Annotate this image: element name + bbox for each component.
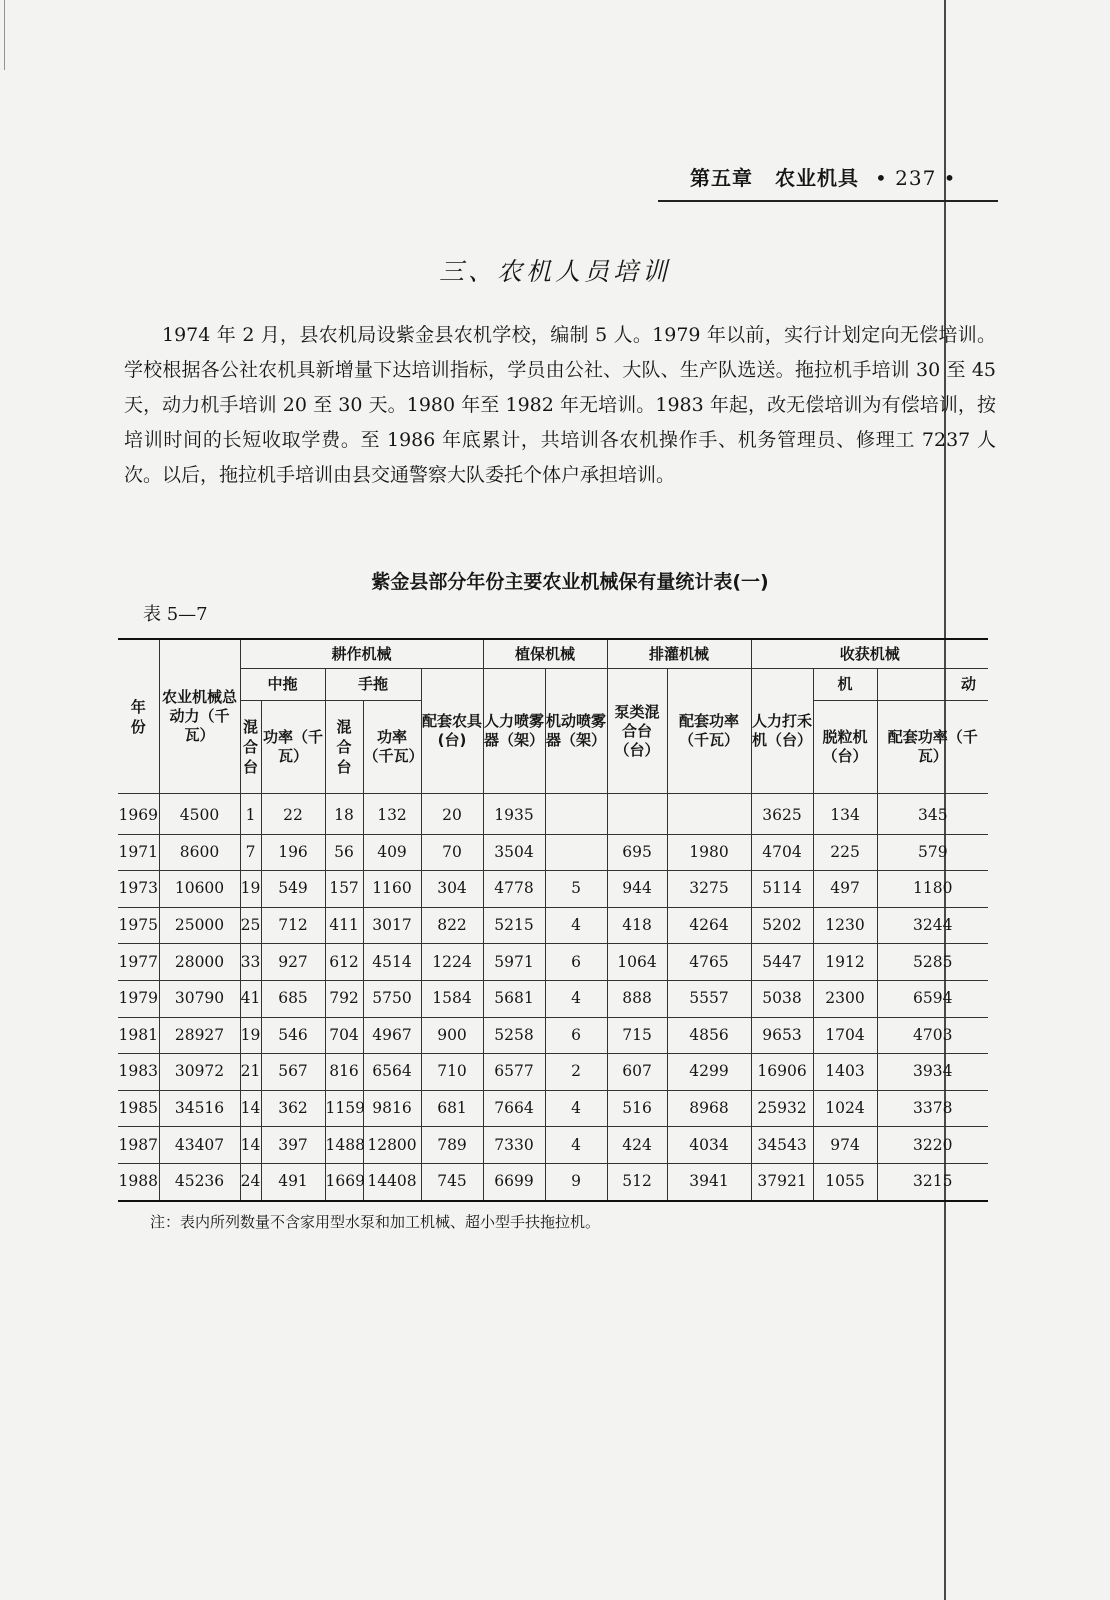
table-row bbox=[118, 1017, 988, 1054]
header-rule bbox=[658, 200, 998, 202]
header-manual-thresher: 人力打禾机（台） bbox=[751, 669, 813, 794]
scan-edge-artifact bbox=[4, 0, 5, 70]
table-row bbox=[118, 1127, 988, 1164]
cell: 9653 bbox=[751, 1017, 813, 1054]
cell bbox=[545, 794, 607, 835]
body-paragraph: 1974 年 2 月，县农机局设紫金县农机学校，编制 5 人。1979 年以前，实行计划定向无偿培训。学校根据各公社农机具新增量下达培训指标，学员由公社、大队、生产队选送。拖拉机手培训 30 至 45 天，动力机手培训 20 至 30 天。1980 年至 1982 年无培训。1983 年起，改无偿培训为有偿培训，按培训时间的长短收取学费。至 1986 年底累计，共培训各农机操作手、机务管理员、修理工 7237 人次。以后，拖拉机手培训由县交通警察大队委托个体户承担培训。 bbox=[124, 324, 996, 486]
table-row bbox=[118, 980, 988, 1017]
cell-year: 1969 bbox=[118, 794, 159, 835]
header-motor-b: 动 bbox=[877, 669, 988, 701]
cell: 497 bbox=[813, 871, 877, 908]
table-row bbox=[118, 1163, 988, 1200]
cell: 1403 bbox=[813, 1054, 877, 1091]
table-number: 表 5—7 bbox=[143, 604, 208, 625]
cell: 704 bbox=[325, 1017, 363, 1054]
cell: 30972 bbox=[159, 1054, 240, 1091]
cell: 4765 bbox=[667, 944, 751, 981]
cell: 3244 bbox=[877, 907, 988, 944]
cell: 695 bbox=[607, 834, 667, 871]
cell: 567 bbox=[261, 1054, 325, 1091]
cell: 5 bbox=[545, 871, 607, 908]
cell: 345 bbox=[877, 794, 988, 835]
cell: 7 bbox=[240, 834, 261, 871]
header-total-power: 农业机械总动力（千瓦） bbox=[159, 639, 240, 794]
header-matched-power-2: 配套功率（千瓦） bbox=[877, 701, 988, 794]
header-plant-protection: 植保机械 bbox=[483, 639, 607, 669]
cell: 4514 bbox=[363, 944, 421, 981]
cell: 579 bbox=[877, 834, 988, 871]
cell-year: 1971 bbox=[118, 834, 159, 871]
cell: 5258 bbox=[483, 1017, 545, 1054]
cell: 304 bbox=[421, 871, 483, 908]
cell: 6577 bbox=[483, 1054, 545, 1091]
header-harvest: 收获机械 bbox=[751, 639, 988, 669]
cell: 7330 bbox=[483, 1127, 545, 1164]
header-mt-mixed-units: 混合台 bbox=[240, 701, 261, 794]
cell: 424 bbox=[607, 1127, 667, 1164]
cell: 1704 bbox=[813, 1017, 877, 1054]
table-row bbox=[118, 944, 988, 981]
cell: 1669 bbox=[325, 1163, 363, 1200]
cell: 712 bbox=[261, 907, 325, 944]
cell: 34543 bbox=[751, 1127, 813, 1164]
cell: 5114 bbox=[751, 871, 813, 908]
cell: 4034 bbox=[667, 1127, 751, 1164]
cell: 900 bbox=[421, 1017, 483, 1054]
header-ht-power: 功率（千瓦） bbox=[363, 701, 421, 794]
cell: 19 bbox=[240, 871, 261, 908]
cell: 1488 bbox=[325, 1127, 363, 1164]
table-row bbox=[118, 794, 988, 835]
cell: 4500 bbox=[159, 794, 240, 835]
cell: 944 bbox=[607, 871, 667, 908]
cell bbox=[607, 794, 667, 835]
cell: 196 bbox=[261, 834, 325, 871]
cell: 4703 bbox=[877, 1017, 988, 1054]
table-row bbox=[118, 1054, 988, 1091]
statistics-table bbox=[118, 638, 988, 1202]
cell: 974 bbox=[813, 1127, 877, 1164]
cell: 5215 bbox=[483, 907, 545, 944]
cell: 41 bbox=[240, 980, 261, 1017]
header-mt-power: 功率（千瓦） bbox=[261, 701, 325, 794]
cell: 3215 bbox=[877, 1163, 988, 1200]
table-note: 注：表内所列数量不含家用型水泵和加工机械、超小型手扶拖拉机。 bbox=[150, 1213, 601, 1231]
cell: 6 bbox=[545, 1017, 607, 1054]
cell: 3220 bbox=[877, 1127, 988, 1164]
cell: 822 bbox=[421, 907, 483, 944]
page-number: • 237 • bbox=[875, 166, 957, 190]
cell: 5038 bbox=[751, 980, 813, 1017]
table-row bbox=[118, 1090, 988, 1127]
cell: 397 bbox=[261, 1127, 325, 1164]
cell: 549 bbox=[261, 871, 325, 908]
cell: 14 bbox=[240, 1090, 261, 1127]
cell: 21 bbox=[240, 1054, 261, 1091]
cell: 789 bbox=[421, 1127, 483, 1164]
header-manual-sprayer: 人力喷雾器（架） bbox=[483, 669, 545, 794]
cell: 7664 bbox=[483, 1090, 545, 1127]
header-ht-mixed-units: 混合台 bbox=[325, 701, 363, 794]
header-year: 年份 bbox=[118, 639, 159, 794]
cell-year: 1973 bbox=[118, 871, 159, 908]
cell: 24 bbox=[240, 1163, 261, 1200]
cell: 70 bbox=[421, 834, 483, 871]
cell: 3017 bbox=[363, 907, 421, 944]
header-drainage: 排灌机械 bbox=[607, 639, 751, 669]
cell: 4704 bbox=[751, 834, 813, 871]
cell: 4967 bbox=[363, 1017, 421, 1054]
cell: 25 bbox=[240, 907, 261, 944]
header-thresher: 脱粒机（台） bbox=[813, 701, 877, 794]
cell-year: 1975 bbox=[118, 907, 159, 944]
cell: 43407 bbox=[159, 1127, 240, 1164]
cell: 14 bbox=[240, 1127, 261, 1164]
cell: 34516 bbox=[159, 1090, 240, 1127]
cell: 1584 bbox=[421, 980, 483, 1017]
cell: 5557 bbox=[667, 980, 751, 1017]
cell: 685 bbox=[261, 980, 325, 1017]
cell: 3625 bbox=[751, 794, 813, 835]
chapter-label: 第五章 bbox=[690, 166, 753, 190]
cell: 5681 bbox=[483, 980, 545, 1017]
cell: 411 bbox=[325, 907, 363, 944]
cell bbox=[667, 794, 751, 835]
cell: 888 bbox=[607, 980, 667, 1017]
cell: 2300 bbox=[813, 980, 877, 1017]
cell: 710 bbox=[421, 1054, 483, 1091]
cell: 5750 bbox=[363, 980, 421, 1017]
cell: 56 bbox=[325, 834, 363, 871]
cell: 1159 bbox=[325, 1090, 363, 1127]
body-text bbox=[124, 318, 996, 493]
cell: 3275 bbox=[667, 871, 751, 908]
cell: 20 bbox=[421, 794, 483, 835]
cell: 10600 bbox=[159, 871, 240, 908]
header-motor-a: 机 bbox=[813, 669, 877, 701]
cell: 28000 bbox=[159, 944, 240, 981]
cell-year: 1988 bbox=[118, 1163, 159, 1200]
cell: 1 bbox=[240, 794, 261, 835]
cell: 4856 bbox=[667, 1017, 751, 1054]
cell: 1180 bbox=[877, 871, 988, 908]
cell: 4264 bbox=[667, 907, 751, 944]
cell: 3941 bbox=[667, 1163, 751, 1200]
cell: 612 bbox=[325, 944, 363, 981]
cell: 6594 bbox=[877, 980, 988, 1017]
cell: 4 bbox=[545, 980, 607, 1017]
cell-year: 1981 bbox=[118, 1017, 159, 1054]
section-title: 三、农机人员培训 bbox=[438, 257, 671, 286]
cell-year: 1985 bbox=[118, 1090, 159, 1127]
cell-year: 1987 bbox=[118, 1127, 159, 1164]
cell: 45236 bbox=[159, 1163, 240, 1200]
cell: 3378 bbox=[877, 1090, 988, 1127]
cell: 1055 bbox=[813, 1163, 877, 1200]
cell: 1912 bbox=[813, 944, 877, 981]
cell: 16906 bbox=[751, 1054, 813, 1091]
cell: 18 bbox=[325, 794, 363, 835]
cell: 4778 bbox=[483, 871, 545, 908]
cell: 5285 bbox=[877, 944, 988, 981]
cell: 9816 bbox=[363, 1090, 421, 1127]
cell: 4 bbox=[545, 907, 607, 944]
cell: 225 bbox=[813, 834, 877, 871]
cell: 516 bbox=[607, 1090, 667, 1127]
table-row bbox=[118, 871, 988, 908]
cell: 1024 bbox=[813, 1090, 877, 1127]
cell: 12800 bbox=[363, 1127, 421, 1164]
cell: 2 bbox=[545, 1054, 607, 1091]
running-header bbox=[690, 162, 990, 196]
cell: 409 bbox=[363, 834, 421, 871]
cell: 5447 bbox=[751, 944, 813, 981]
chapter-title: 农业机具 bbox=[775, 166, 859, 190]
cell: 1064 bbox=[607, 944, 667, 981]
header-hand-tractor: 手拖 bbox=[325, 669, 421, 701]
cell: 4299 bbox=[667, 1054, 751, 1091]
cell: 512 bbox=[607, 1163, 667, 1200]
table-title: 紫金县部分年份主要农业机械保有量统计表(一) bbox=[371, 571, 769, 593]
table-row bbox=[118, 907, 988, 944]
cell-year: 1977 bbox=[118, 944, 159, 981]
cell: 157 bbox=[325, 871, 363, 908]
header-tillage: 耕作机械 bbox=[240, 639, 483, 669]
cell: 1980 bbox=[667, 834, 751, 871]
cell: 22 bbox=[261, 794, 325, 835]
cell: 715 bbox=[607, 1017, 667, 1054]
header-matched-power: 配套功率（千瓦） bbox=[667, 669, 751, 794]
cell: 30790 bbox=[159, 980, 240, 1017]
cell-year: 1979 bbox=[118, 980, 159, 1017]
cell-year: 1983 bbox=[118, 1054, 159, 1091]
table-row bbox=[118, 834, 988, 871]
cell: 792 bbox=[325, 980, 363, 1017]
cell: 5971 bbox=[483, 944, 545, 981]
header-implements: 配套农具(台) bbox=[421, 669, 483, 794]
cell: 927 bbox=[261, 944, 325, 981]
cell: 1935 bbox=[483, 794, 545, 835]
cell: 362 bbox=[261, 1090, 325, 1127]
cell: 1160 bbox=[363, 871, 421, 908]
cell: 4 bbox=[545, 1127, 607, 1164]
header-motor-sprayer: 机动喷雾器（架） bbox=[545, 669, 607, 794]
cell: 19 bbox=[240, 1017, 261, 1054]
cell: 491 bbox=[261, 1163, 325, 1200]
cell: 4 bbox=[545, 1090, 607, 1127]
cell: 9 bbox=[545, 1163, 607, 1200]
cell: 8968 bbox=[667, 1090, 751, 1127]
cell: 6564 bbox=[363, 1054, 421, 1091]
cell: 134 bbox=[813, 794, 877, 835]
cell: 418 bbox=[607, 907, 667, 944]
cell: 8600 bbox=[159, 834, 240, 871]
header-pump-mixed: 泵类混合台（台） bbox=[607, 669, 667, 794]
cell: 37921 bbox=[751, 1163, 813, 1200]
cell: 5202 bbox=[751, 907, 813, 944]
cell: 816 bbox=[325, 1054, 363, 1091]
cell: 3504 bbox=[483, 834, 545, 871]
cell: 745 bbox=[421, 1163, 483, 1200]
cell: 6 bbox=[545, 944, 607, 981]
cell: 14408 bbox=[363, 1163, 421, 1200]
cell: 6699 bbox=[483, 1163, 545, 1200]
header-medium-tractor: 中拖 bbox=[240, 669, 325, 701]
cell: 132 bbox=[363, 794, 421, 835]
cell: 607 bbox=[607, 1054, 667, 1091]
cell: 33 bbox=[240, 944, 261, 981]
cell: 1224 bbox=[421, 944, 483, 981]
cell: 25932 bbox=[751, 1090, 813, 1127]
cell: 3934 bbox=[877, 1054, 988, 1091]
cell: 546 bbox=[261, 1017, 325, 1054]
cell: 28927 bbox=[159, 1017, 240, 1054]
cell: 681 bbox=[421, 1090, 483, 1127]
cell bbox=[545, 834, 607, 871]
table-body bbox=[118, 794, 988, 1201]
cell: 1230 bbox=[813, 907, 877, 944]
cell: 25000 bbox=[159, 907, 240, 944]
